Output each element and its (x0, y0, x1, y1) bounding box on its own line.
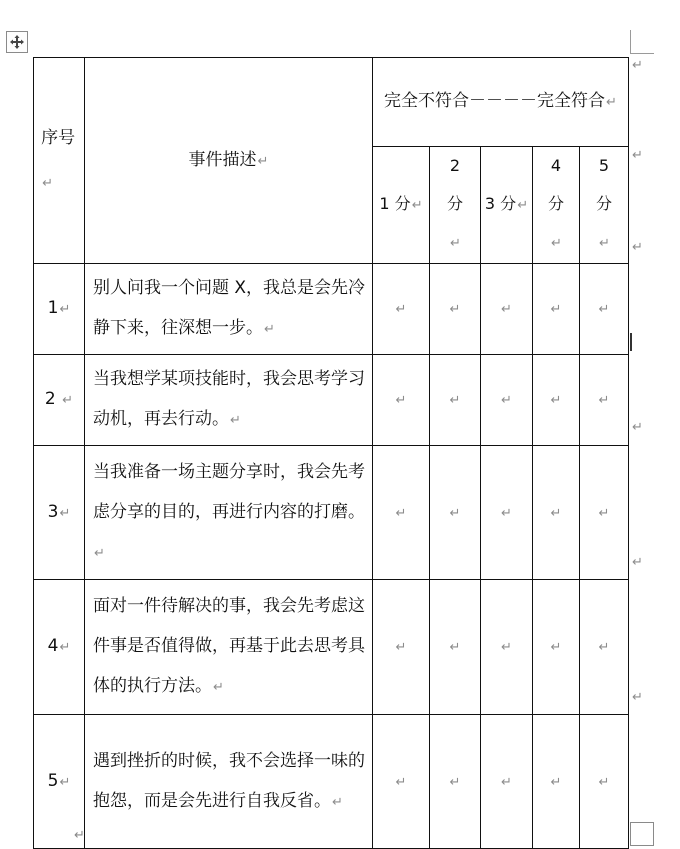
paragraph-mark: ↵ (517, 198, 529, 213)
score-cell[interactable] (373, 355, 430, 446)
row-index: 1 (47, 298, 59, 318)
row-desc: 当我准备一场主题分享时，我会先考虑分享的目的，再进行内容的打磨。 (93, 461, 365, 522)
paragraph-mark: ↵ (598, 505, 610, 521)
row-desc: 遇到挫折的时候，我不会选择一味的抱怨，而是会先进行自我反省。 (93, 750, 365, 811)
score-cell[interactable] (580, 446, 629, 580)
paragraph-mark: ↵ (42, 175, 54, 191)
score-cell[interactable] (533, 446, 580, 580)
score-5-label: 5 分 (595, 156, 612, 213)
row-desc-cell[interactable] (85, 355, 373, 446)
score-1-header (373, 147, 430, 264)
paragraph-mark: ↵ (62, 393, 74, 408)
row-index-cell (34, 580, 85, 715)
paragraph-mark: ↵ (449, 774, 461, 790)
paragraph-mark: ↵ (395, 774, 407, 790)
survey-table (33, 57, 629, 849)
paragraph-mark: ↵ (550, 505, 562, 521)
row-desc: 别人问我一个问题 X，我总是会先冷静下来，往深想一步。 (93, 278, 366, 338)
row-end-mark: ↵ (632, 58, 643, 73)
table-row (34, 355, 629, 446)
score-cell[interactable] (533, 264, 580, 355)
paragraph-mark: ↵ (94, 545, 105, 561)
paragraph-mark: ↵ (449, 302, 461, 317)
score-cell[interactable] (430, 446, 481, 580)
score-cell[interactable] (373, 580, 430, 715)
score-4-header (533, 147, 580, 264)
score-2-header (430, 147, 481, 264)
row-index: 2 (44, 389, 56, 409)
paragraph-mark: ↵ (449, 640, 461, 655)
row-desc-cell[interactable] (85, 446, 373, 580)
paragraph-mark: ↵ (501, 505, 512, 521)
paragraph-mark: ↵ (264, 322, 275, 337)
row-desc: 当我想学某项技能时，我会思考学习动机，再去行动。 (93, 369, 365, 429)
row-index: 3 (47, 501, 59, 522)
score-cell[interactable] (373, 264, 430, 355)
row-index-cell (34, 264, 85, 355)
score-3-label: 3 分 (484, 194, 517, 213)
row-index-cell (34, 446, 85, 580)
score-cell[interactable] (373, 446, 430, 580)
margin-corner-mark (630, 30, 654, 54)
score-5-header (580, 147, 629, 264)
paragraph-mark: ↵ (598, 774, 610, 790)
paragraph-mark: ↵ (598, 640, 610, 655)
score-cell[interactable] (430, 264, 481, 355)
header-index-text: 序号 (41, 127, 76, 148)
table-row (34, 580, 629, 715)
row-end-mark: ↵ (632, 690, 643, 705)
row-desc-cell[interactable] (85, 715, 373, 849)
paragraph-mark: ↵ (213, 680, 224, 695)
score-cell[interactable] (373, 715, 430, 849)
score-cell[interactable] (430, 715, 481, 849)
paragraph-mark: ↵ (395, 505, 407, 521)
paragraph-mark: ↵ (501, 302, 512, 317)
score-2-label: 2 分 (446, 156, 463, 213)
score-cell[interactable] (533, 580, 580, 715)
paragraph-mark: ↵ (332, 794, 343, 810)
table-row (34, 264, 629, 355)
header-desc-text: 事件描述 (188, 149, 257, 170)
score-cell[interactable] (481, 264, 533, 355)
paragraph-mark: ↵ (599, 236, 610, 251)
score-cell[interactable] (481, 446, 533, 580)
score-cell[interactable] (533, 355, 580, 446)
paragraph-mark: ↵ (449, 393, 461, 408)
row-end-mark: ↵ (632, 555, 643, 570)
paragraph-mark: ↵ (501, 774, 512, 790)
table-resize-handle[interactable] (630, 822, 654, 846)
score-3-header (481, 147, 533, 264)
paragraph-mark: ↵ (550, 774, 562, 790)
paragraph-mark: ↵ (230, 413, 241, 428)
score-cell[interactable] (580, 715, 629, 849)
paragraph-mark: ↵ (395, 393, 407, 408)
header-index-cell (34, 58, 85, 264)
table-row (34, 715, 629, 849)
score-cell[interactable] (533, 715, 580, 849)
paragraph-mark: ↵ (450, 236, 461, 251)
move-icon (9, 34, 25, 50)
row-desc-cell[interactable] (85, 264, 373, 355)
header-scale-text: 完全不符合－－－－完全符合 (384, 91, 606, 111)
paragraph-mark: ↵ (411, 198, 423, 213)
paragraph-mark: ↵ (550, 302, 562, 317)
header-row (34, 58, 629, 147)
score-cell[interactable] (481, 580, 533, 715)
row-end-mark: ↵ (632, 240, 643, 255)
paragraph-mark: ↵ (59, 774, 71, 790)
paragraph-mark: ↵ (74, 828, 85, 843)
row-end-mark: ↵ (632, 420, 643, 435)
row-end-mark: ↵ (632, 148, 643, 163)
score-cell[interactable] (430, 580, 481, 715)
paragraph-mark: ↵ (449, 505, 461, 521)
header-scale-cell (373, 58, 629, 147)
row-desc-cell[interactable] (85, 580, 373, 715)
score-cell[interactable] (580, 580, 629, 715)
paragraph-mark: ↵ (550, 393, 562, 408)
score-4-label: 4 分 (547, 156, 564, 213)
paragraph-mark: ↵ (395, 302, 407, 317)
row-index: 5 (47, 770, 59, 791)
paragraph-mark: ↵ (606, 95, 617, 110)
paragraph-mark: ↵ (550, 640, 562, 655)
paragraph-mark: ↵ (59, 302, 71, 317)
paragraph-mark: ↵ (598, 302, 610, 317)
paragraph-mark: ↵ (257, 153, 269, 169)
paragraph-mark: ↵ (598, 393, 610, 408)
text-cursor (630, 333, 632, 351)
paragraph-mark: ↵ (59, 640, 71, 655)
table-row (34, 446, 629, 580)
score-cell[interactable] (481, 355, 533, 446)
row-desc: 面对一件待解决的事，我会先考虑这件事是否值得做，再基于此去思考具体的执行方法。 (93, 596, 365, 696)
header-desc-cell (85, 58, 373, 264)
score-1-label: 1 分 (379, 194, 411, 213)
paragraph-mark: ↵ (395, 640, 407, 655)
score-cell[interactable] (580, 355, 629, 446)
score-cell[interactable] (580, 264, 629, 355)
table-move-handle[interactable] (6, 31, 28, 53)
row-index: 4 (47, 636, 59, 656)
paragraph-mark: ↵ (501, 640, 512, 655)
paragraph-mark: ↵ (59, 505, 71, 521)
paragraph-mark: ↵ (501, 393, 512, 408)
paragraph-mark: ↵ (551, 236, 562, 251)
row-index-cell (34, 355, 85, 446)
score-cell[interactable] (481, 715, 533, 849)
score-cell[interactable] (430, 355, 481, 446)
